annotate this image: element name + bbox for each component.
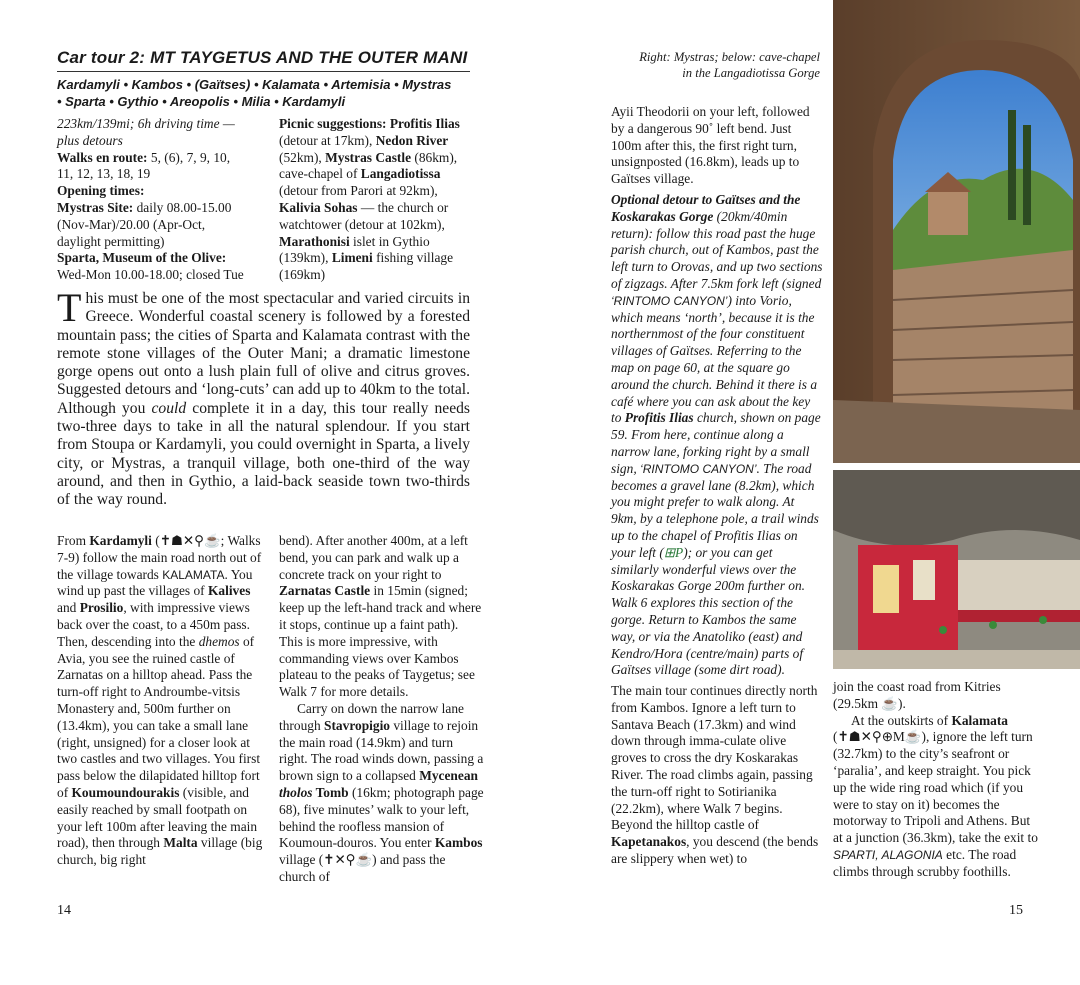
mystras-photo [833, 0, 1080, 463]
text: ); or you can get similarly wonderful views over the Koskarakas Gorge 200m further on. Walk 6 explores this section of the gorge. Return to Kambos the same way, or via the Anatoliko (east) and Kendro/Hora (centre/main) parts of Gaïtses village (some dirt road). [611, 544, 806, 678]
picnic-line-8 [279, 234, 479, 251]
body-column-1 [57, 533, 269, 869]
place-name: Mycenean [419, 768, 478, 784]
tour-info-left [57, 116, 277, 284]
col3-paragraph-1: Ayii Theodorii on your left, followed by a dangerous 90˚ left bend. Just 100m after this, the first right turn, unsignposted (16.8km), leads up to Gaïtses village. [611, 104, 810, 187]
picnic-bold: Langadiotissa [360, 166, 441, 182]
tour-info-right [279, 116, 479, 284]
walks-label: Walks en route: [57, 149, 148, 165]
text: Carry on down the narrow lane through [279, 700, 464, 733]
place-name: Kalamata [951, 712, 1008, 728]
road-sign: KALAMATA [162, 567, 225, 582]
lead-text: complete it in a day, this tour really needs two-three days to take in all the natural splendour. If you start from Stoupa or Kardamyli, you could overnight in Sparta, a lively city, or Mystras, a tranquil village, both one-third of the way around, and then in Gythio, a laid-back seaside town two-thirds of the way round. [57, 399, 470, 509]
detour-heading: Optional detour to Gaïtses and the Koskarakas Gorge [611, 191, 801, 224]
picnic-text: cave-chapel of [279, 166, 361, 182]
road-sign: SPARTI, ALAGONIA [833, 847, 943, 862]
col4-paragraph-2 [833, 713, 1043, 881]
col2-paragraph-2 [279, 701, 484, 886]
picnic-line-6 [279, 200, 479, 217]
text: bend). After another 400m, at a left bend, you can park and walk up a concrete track on your right to [279, 533, 468, 582]
road-sign: ‘RINTOMO CANYON’ [611, 293, 728, 308]
col2-paragraph-1 [279, 533, 484, 701]
text: and [57, 600, 80, 616]
picnic-text: (52km), [279, 149, 326, 165]
picnic-bold: Marathonisi [279, 233, 350, 249]
picnic-line-2 [279, 133, 479, 150]
walks-line-2: 11, 12, 13, 18, 19 [57, 166, 151, 182]
text: . You wind up past the villages of [57, 566, 253, 599]
picnic-bold: Nedon River [375, 132, 449, 148]
place-name: Koumoundourakis [71, 784, 180, 800]
body-column-4 [833, 679, 1043, 881]
picnic-line-1 [279, 116, 479, 133]
text: village to rejoin the main road (14.9km) and turn right. The road winds down, passing a brown sign to a collapsed [279, 717, 484, 784]
place-name: Prosilio [79, 600, 124, 616]
col1-paragraph [57, 533, 269, 869]
distance-line-2: plus detours [57, 132, 123, 148]
place-name: Zarnatas Castle [279, 583, 371, 599]
picnic-bold: Kalivia Sohas [279, 199, 358, 215]
drop-cap: T [57, 285, 82, 330]
facility-symbols: (✝☗✕⚲⊕M☕) [833, 729, 926, 745]
page-number-left: 14 [57, 903, 71, 918]
mystras-label: Mystras Site: [57, 199, 134, 215]
emphasis: tholos [279, 784, 313, 800]
emphasis: dhemos [198, 633, 240, 649]
text: From [57, 533, 90, 548]
road-sign: ‘RINTOMO CANYON’ [640, 461, 757, 476]
mystras-line-2: (Nov-Mar)/20.00 (Apr-Oct, [57, 216, 206, 232]
place-name: Malta [163, 835, 198, 851]
picnic-line-9 [279, 250, 479, 267]
picnic-symbol: ⊞P [663, 544, 684, 560]
text: , with impressive views back over the coast, to a 450m pass. Then, descending into the [57, 600, 250, 649]
opening-label-text: Opening times: [57, 183, 145, 199]
sparta-value: Wed-Mon 10.00-18.00; closed Tue [57, 267, 244, 283]
cave-chapel-photo-image [833, 470, 1080, 669]
text: (visible, and easily reached by small footpath on your left 100m after leaving the main road), then through [57, 784, 258, 851]
picnic-text: fishing village [372, 250, 454, 266]
route-line-1: Kardamyli • Kambos • (Gaïtses) • Kalamata • Artemisia • Mystras [57, 77, 452, 92]
picnic-bold: Mystras Castle [325, 149, 412, 165]
body-column-2 [279, 533, 484, 886]
col3-paragraph-3 [611, 683, 823, 868]
body-column-3 [611, 104, 823, 868]
mystras-line-3: daylight permitting) [57, 233, 165, 249]
place-name: Profitis Ilias [624, 410, 694, 426]
text: Walks 7-9) follow the main road north out of the village towards [57, 533, 262, 582]
text: At the outskirts of [851, 712, 952, 728]
col4-paragraph-1: join the coast road from Kitries (29.5km ☕). [833, 679, 1001, 711]
picnic-bold: Limeni [331, 250, 373, 266]
text: (16km; photograph page 68), five minutes’ walk to your left, behind the roofless mansion of Koumoun-douros. You enter [279, 784, 484, 851]
walks-line [57, 150, 277, 167]
route-line-2: • Sparta • Gythio • Areopolis • Milia • Kardamyli [57, 94, 346, 109]
mystras-value: daily 08.00-15.00 [133, 199, 232, 215]
picnic-line-4 [279, 166, 479, 183]
picnic-line-7: watchtower (detour at 102km), [279, 216, 445, 232]
caption-line: in the Langadiotissa Gorge [682, 66, 820, 80]
facility-symbols: (✝☗✕⚲☕; [155, 533, 225, 548]
text: The main tour continues directly north from Kambos. Ignore a left turn to Santava Beach (17.3km) and wind down through imma-culate olive groves to cross the dry Koskarakas River. The road climbs again, passing the turn-off right to Sotirianika (22.2km), where Walk 7 begins. Beyond the hilltop castle of [611, 683, 818, 833]
place-name: Kardamyli [89, 533, 152, 548]
caption-line: Right: Mystras; below: cave-chapel [639, 50, 820, 64]
picnic-line-3 [279, 150, 479, 167]
photo-caption [600, 49, 820, 81]
tour-title: Car tour 2: MT TAYGETUS AND THE OUTER MANI [57, 48, 468, 67]
lead-paragraph [57, 285, 470, 510]
text: (20km/40min return): follow this road past the huge parish church, out of Kambos, past the left turn to Orovas, and up two sections of zigzags. After 7.5km fork left (signed [611, 208, 823, 291]
sparta-line [57, 250, 277, 267]
picnic-label: Picnic suggestions: Profitis Ilias [279, 116, 460, 131]
text: , you descend (the bends are slippery when wet) to [611, 834, 819, 867]
picnic-text: (86km), [411, 149, 458, 165]
text: in 15min (signed; keep up the left-hand track and where it stops, continue up a faint path). This is more impressive, with commanding views over Kambos plateau to the peaks of Taygetus; see Walk 7 for more details. [279, 583, 482, 700]
picnic-text: islet in Gythio [349, 233, 430, 249]
text: church, shown on page 59. From here, continue along a narrow lane, forking right by a small sign, [611, 410, 821, 476]
picnic-line-10: (169km) [279, 267, 326, 283]
picnic-text: — the church or [357, 199, 449, 215]
walks-value: 5, (6), 7, 9, 10, [147, 149, 231, 165]
lead-text: his must be one of the most spectacular and varied circuits in Greece. Wonderful coastal scenery is followed by a forested mountain pass; the cities of Sparta and Kalamata contrast with the remote stone villages of the Outer Mani; a dramatic limestone gorge opens out onto a lush plain full of olive and citrus groves. Suggested detours and ‘long-cuts’ can add up to 40km to the total. Although you [57, 290, 470, 417]
mystras-photo-image [833, 0, 1080, 463]
distance-line: 223km/139mi; 6h driving time — [57, 116, 235, 131]
detour-paragraph [611, 192, 823, 679]
text: , ignore the left turn (32.7km) to the city’s seafront or ‘paralia’, and keep straight. You pick up the wide ring road which (if you were to stay on it) becomes the motorway to Tripoli and Athens. But at a junction (36.3km), take the exit to [833, 729, 1038, 846]
lead-emphasis: could [151, 399, 187, 417]
cave-chapel-photo [833, 470, 1080, 669]
opening-label [57, 183, 277, 200]
place-name: Tomb [312, 784, 349, 800]
text: village (big church, big right [57, 835, 263, 868]
title-divider [57, 71, 470, 72]
text: . The road becomes a gravel lane (8.2km), which you might prefer to walk along. At 9km, by a telephone pole, a trail winds up to the chapel of Profitis Ilias on your left ( [611, 460, 819, 560]
sparta-label: Sparta, Museum of the Olive: [57, 250, 227, 266]
page-number-right: 15 [1009, 903, 1023, 918]
text: etc. The road climbs through scrubby foothills. [833, 846, 1017, 879]
place-name: Stavropigio [324, 717, 390, 733]
place-name: Kapetanakos [611, 834, 687, 850]
picnic-text: (139km), [279, 250, 332, 266]
picnic-line-5: (detour from Parori at 92km), [279, 183, 438, 199]
place-name: Kalives [208, 583, 251, 599]
route-line [57, 76, 477, 110]
text: village (✝✕⚲☕) and pass the church of [279, 852, 446, 884]
text: of Avia, you see the ruined castle of Zarnatas on a hilltop ahead. Pass the turn-off right to Androumbe-vitsis Monastery and, 500m further on (13.4km), you can take a small lane (right, unsigned) for a closer look at two castles and two villages. You first pass below the dilapidated hilltop fort of [57, 633, 261, 800]
mystras-line [57, 200, 277, 217]
place-name: Kambos [434, 835, 483, 851]
picnic-text: (detour at 17km), [279, 132, 376, 148]
text: ) into Vorio, which means ‘north’, because it is the northernmost of the four constituent villages of Gaïtses. Referring to the map on page 60, at the square go around the church. Behind it there is a café where you can ask about the key to [611, 292, 818, 426]
